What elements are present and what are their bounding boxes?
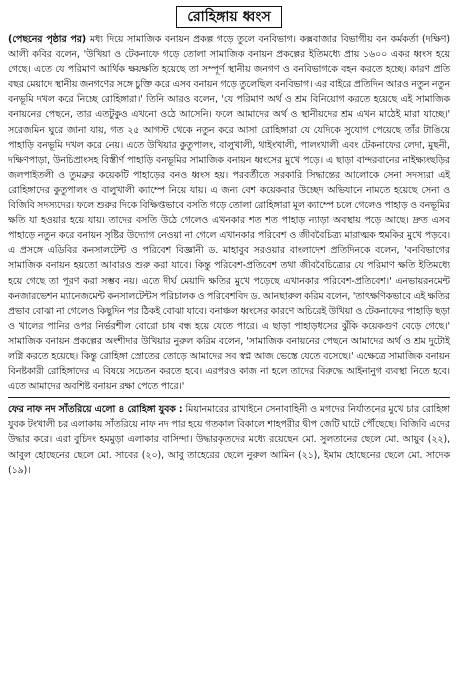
article-headline: রোহিঙ্গায় ধ্বংস [176, 6, 281, 28]
paragraph-2-heading: ফের নাফ নদ সাঁতরিয়ে এলো ৪ রোহিঙ্গা যুবক : [8, 404, 183, 416]
section-divider [8, 397, 450, 398]
paragraph-2-text: মিয়ানমারের রাখাইনে সেনাবাহিনী ও মগদের নির্যাতনের মুখে চার রোহিঙ্গা যুবক টংখালী চর এলাকায় সাঁতরিয়ে নাফ নদ পার হয়ে গতকাল বিকালে শাহপরীর দ্বীপ জেটি ঘাটে পৌঁছেছে। বিজিবি এদের উদ্ধার করে। এরা বুচিদং হমমুড়া এলাকার বাসিন্দা। উদ্ধারকৃতদের মধ্যে রয়েছেন মো. সুলতানের ছেলে মো. আয়ুব (২২), আবুল হোছেনের ছেলে মো. সাবের (২০), আবু তাহেরের ছেলে নুরুল আমিন (২১), ইমাম হোছেনের ছেলে মো. সাদেক (১৯)। [8, 404, 450, 476]
paragraph-secondary [8, 402, 450, 477]
continued-label: (পেছনের পৃষ্ঠার পর) [8, 34, 87, 45]
headline-container [8, 6, 450, 30]
paragraph-1-text: মধ্য দিয়ে সামাজিক বনায়ন প্রকল্প গড়ে তুলে বনবিভাগ। কক্সবাজার বিভাগীয় বন কর্মকর্তা (দক্ষিণ) আলী কবির বলেন, 'উখিয়া ও টেকনাফে গড়ে তোলা সামাজিক বনায়ন প্রকল্পের ইতিমধ্যে প্রায় ১৬০০ একর ধ্বংস হয়ে গেছে। এতে যে পরিমাণ আর্থিক ক্ষয়ক্ষতি হয়েছে তা সম্পূর্ণ স্থানীয় জনগণ ও বনবিভাগকে বহন করতে হচ্ছে। কারণ প্রতি বছর মেয়াদে স্থানীয় জনগণের সঙ্গে চুক্তি করে এসব বনায়ন গড়ে তুলেছিল বনবিভাগ। এর বাইরে প্রতিদিন আরও নতুন নতুন বনভূমি দখল করে নিচ্ছে রোহিঙ্গারা।' তিনি আরও বলেন, 'যে পরিমাণ অর্থ ও শ্রম বিনিয়োগ করতে হয়েছে এই সামাজিক বনায়নের পেছনে, তার এতটুকুও এখনো ওঠে আসেনি। ফলে আমাদের অর্থ ও স্থানীয়দের শ্রম এখন মাঠেই মারা যাচ্ছে।' সরেজমিন ঘুরে জানা যায়, গত ২৫ আগস্ট থেকে নতুন করে আসা রোহিঙ্গারা যে যেদিকে সুযোগ পেয়েছে তাঁর টাঙিয়ে পাহাড়ি বনভূমি দখল করে নেয়। এতে উখিয়ার কুতুপালং, বালুখালী, থাইংখালী, পালংখালী এবং টেকনাফের লেদা, মুছনী, দক্ষিণপাড়া, উনচিপ্রাংসহ বিস্তীর্ণ পাহাড়ি বনভূমির সামাজিক বনায়ন ধ্বংসের মুখে পড়ে। এ ছাড়া বান্দরবানের নাইক্ষ্যংছড়ির জলপাইতলী ও তুমব্রুর কয়েকটি পাহাড়ের বনও ধ্বংস হয়। পরবর্তীতে সরকারি সিদ্ধান্তের আলোকে সেনা সদস্যরা এই রোহিঙ্গাদের কুতুপালং ও বালুখালী ক্যাম্পে নিয়ে যায়। এ জন্য বেশ কয়েকবার উচ্ছেদ অভিযানে নামতে হয়েছে সেনা ও বিজিবি সদস্যদের। ফলে শুরুর দিকে বিক্ষিপ্তভাবে বসতি গড়ে তোলা রোহিঙ্গারা মূল ক্যাম্পে চলে গেলেও পাহাড় ও বনভূমির ক্ষতি যা হওয়ার হয়ে যায়। তাদের বসতি উঠে গেলেও এখনকার শত শত পাহাড় ন্যাড়া অবস্থায় পড়ে আছে। দ্রুত এসব পাহাড়ে নতুন করে বনায়ন সৃষ্টির উদ্যোগ নেওয়া না গেলে এখানকার পরিবেশ ও জীববৈচিত্র্য মারাত্মক হুমকির মুখে পড়বে। এ প্রসঙ্গে এডিবির কনসালটেন্ট ও পরিবেশ বিজ্ঞানী ড. মাহাবুব সরওয়ার বাংলাদেশ প্রতিদিনকে বলেন, 'বনবিভাগের সামাজিক বনায়ন হয়তো আবারও শুরু করা যাবে। কিন্তু পরিবেশ-প্রতিবেশ তথা জীববৈচিত্র্যের যে পরিমাণ ক্ষতি ইতিমধ্যে হয়ে গেছে তা পূরণ করা সম্ভব নয়। এতে দীর্ঘ মেয়াদি ক্ষতির মুখে পড়েছে এখানকার পরিবেশ-প্রতিবেশ।' এনভায়রনমেন্ট কনজারভেশন ম্যানেজমেন্ট কনসালটেন্টস পরিচালক ও পরিবেশবিদ ড. আনছারুল করিম বলেন, 'তাৎক্ষণিকভাবে এই ক্ষতির প্রভাব বোঝা না গেলেও কিছুদিন পর ঠিকই বোঝা যাবে। বনাঞ্চল ধ্বংসের কারণে অচিরেই উখিয়া ও টেকনাফের পাহাড়ি ছড়া ও খালের পানির ওপর নির্ভরশীল বোরো চাষ বন্ধ হয়ে যেতে পারে। এ ছাড়া পাহাড়ধসের ঝুঁকি কয়েকগুণ বেড়ে গেছে।' সামাজিক বনায়ন প্রকল্পের অংশীদার উখিয়ার নুরুল করিম বলেন, 'সামাজিক বনায়নের পেছনে আমাদের অর্থ ও শ্রম দুটোই লগ্নি করতে হয়েছে। কিন্তু রোহিঙ্গা স্রোতের তোড়ে আমাদের সব স্বপ্ন আজ ভেস্তে যেতে বসেছে।' এক্ষেত্রে সামাজিক বনায়ন বিনষ্টকারী রোহিঙ্গাদের এ বিষয়ে সচেতন করতে হবে। এরপরও কাজ না হলে তাদের বিরুদ্ধে আইনানুগ ব্যবস্থা নিতে হবে। এতে আমাদের অবশিষ্ট বনায়ন রক্ষা পেতে পারে।' [8, 34, 450, 393]
article-body [8, 32, 450, 478]
paragraph-main [8, 32, 450, 394]
